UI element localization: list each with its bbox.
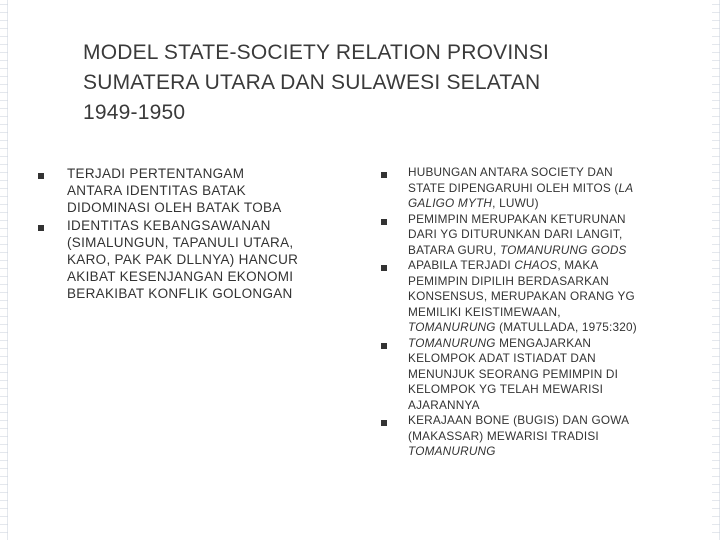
text-line: MENUNJUK SEORANG PEMIMPIN DI [408, 366, 619, 381]
text-line: (SIMALUNGUN, TAPANULI UTARA, [67, 234, 294, 250]
text-run: STATE DIPENGARUHI OLEH MITOS ( [408, 180, 619, 195]
text-line [408, 196, 681, 212]
slide-title [83, 38, 683, 128]
text-run: BATARA GURU, [408, 242, 500, 257]
bullet-text [408, 212, 681, 259]
bullet-item [381, 336, 681, 414]
text-line: AJARANNYA [408, 397, 480, 412]
text-line: MEMILIKI KEISTIMEWAAN, [408, 304, 561, 319]
text-run: , MAKA [557, 258, 599, 272]
text-run: (MATULLADA, 1975:320) [495, 320, 637, 334]
bullet-text [408, 165, 681, 212]
text-line [408, 243, 681, 259]
text-line: KARO, PAK PAK DLLNYA) HANCUR [67, 252, 299, 268]
square-bullet-icon [38, 225, 44, 231]
text-line [408, 258, 681, 274]
bullet-item [38, 217, 343, 303]
text-line [408, 444, 681, 460]
bullet-text [408, 413, 681, 460]
text-run: MENGAJARKAN [495, 335, 592, 350]
text-run: APABILA TERJADI [408, 258, 515, 272]
text-line: TERJADI PERTENTANGAM [67, 166, 245, 181]
text-line: PEMIMPIN DIPILIH BERDASARKAN [408, 273, 609, 288]
bullet-item [381, 212, 681, 259]
italic-text: LA [618, 180, 634, 195]
square-bullet-icon [381, 219, 387, 225]
square-bullet-icon [381, 343, 387, 349]
italic-text: TOMANURUNG [408, 335, 496, 350]
italic-text: GALIGO MYTH [408, 196, 493, 210]
text-line: (MAKASSAR) MEWARISI TRADISI [408, 428, 599, 443]
text-line [408, 181, 681, 197]
bullet-text [408, 258, 681, 336]
italic-text: TOMANURUNG GODS [499, 242, 627, 257]
text-line: PEMIMPIN MERUPAKAN KETURUNAN [408, 211, 626, 226]
text-line: DIDOMINASI OLEH BATAK TOBA [67, 200, 282, 216]
text-line: BERAKIBAT KONFLIK GOLONGAN [67, 286, 293, 302]
text-run: , LUWU) [492, 196, 539, 210]
text-line: KERAJAAN BONE (BUGIS) DAN GOWA [408, 413, 630, 427]
left-bullet-list [38, 165, 343, 303]
slide [8, 0, 712, 540]
square-bullet-icon [38, 173, 44, 179]
text-line: AKIBAT KESENJANGAN EKONOMI [67, 269, 294, 285]
italic-text: CHAOS [514, 258, 558, 272]
italic-text: TOMANURUNG [408, 444, 496, 458]
text-line: KELOMPOK ADAT ISTIADAT DAN [408, 351, 596, 365]
square-bullet-icon [381, 265, 387, 271]
square-bullet-icon [381, 420, 387, 426]
bullet-item [381, 413, 681, 460]
title-line: MODEL STATE-SOCIETY RELATION PROVINSI [83, 41, 549, 64]
bullet-text [67, 165, 343, 217]
text-line: KELOMPOK YG TELAH MEWARISI [408, 382, 604, 396]
bullet-item [381, 258, 681, 336]
square-bullet-icon [381, 172, 387, 178]
text-line: ANTARA IDENTITAS BATAK [67, 183, 246, 199]
text-line [408, 336, 681, 352]
bullet-text [408, 336, 681, 414]
title-line: SUMATERA UTARA DAN SULAWESI SELATAN [83, 71, 541, 94]
text-line: DARI YG DITURUNKAN DARI LANGIT, [408, 227, 623, 241]
text-line [408, 320, 681, 336]
italic-text: TOMANURUNG [408, 320, 496, 334]
right-bullet-list [381, 165, 681, 460]
text-line: HUBUNGAN ANTARA SOCIETY DAN [408, 165, 613, 179]
text-line: KONSENSUS, MERUPAKAN ORANG YG [408, 289, 635, 303]
bullet-text [67, 217, 343, 303]
bullet-item [38, 165, 343, 217]
title-line: 1949-1950 [83, 101, 186, 124]
text-line: IDENTITAS KEBANGSAWANAN [67, 217, 271, 233]
bullet-item [381, 165, 681, 212]
